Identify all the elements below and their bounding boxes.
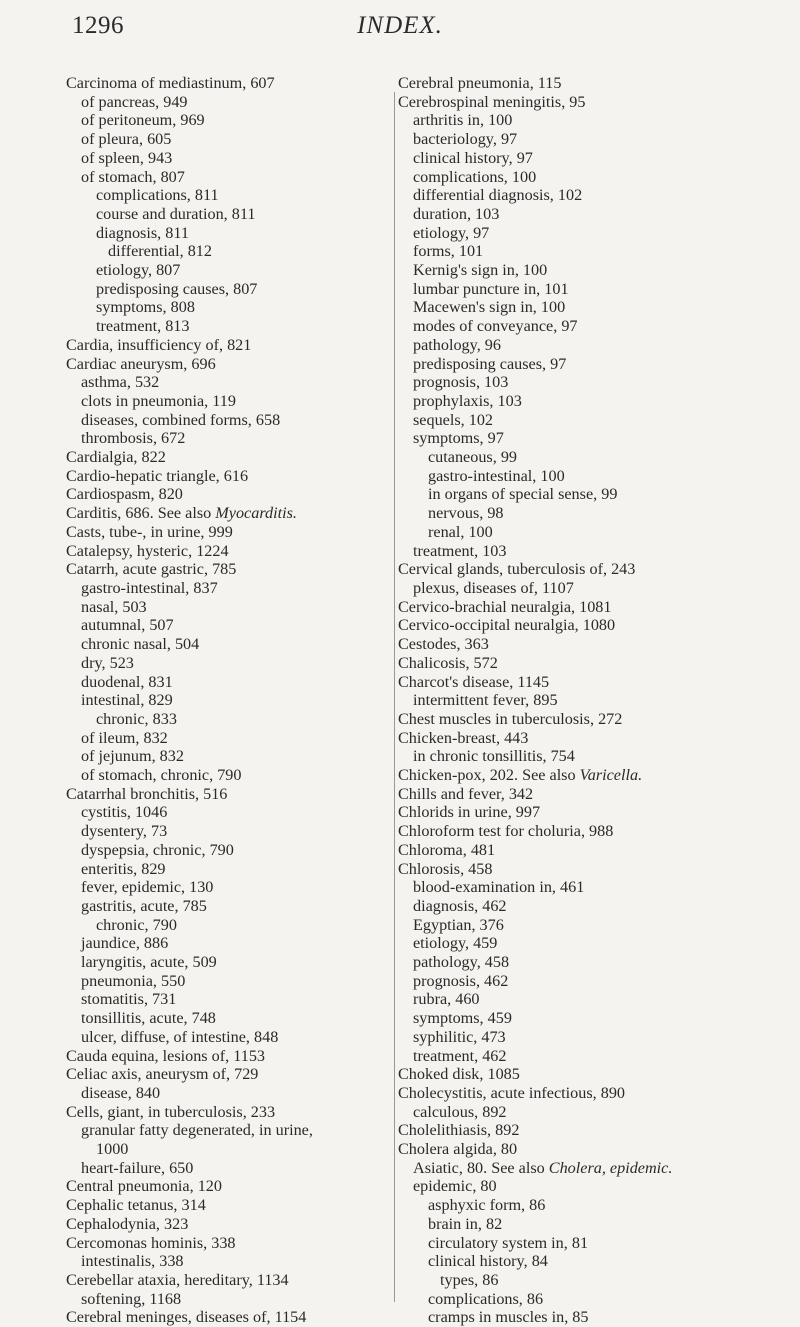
- index-entry-text: Asiatic, 80. See also: [413, 1158, 549, 1177]
- index-entry: [398, 1196, 778, 1215]
- index-entry-text: gastro-intestinal, 837: [81, 578, 218, 597]
- index-entry: [66, 485, 386, 504]
- index-entry: [398, 186, 778, 205]
- index-entry-text: cutaneous, 99: [428, 448, 518, 467]
- index-entry: [66, 504, 386, 523]
- index-entry-text: Cerebral pneumonia, 115: [398, 74, 562, 92]
- index-entry: [398, 523, 778, 542]
- index-entry-text: duration, 103: [413, 204, 500, 223]
- index-entry-text: circulatory system in, 81: [428, 1233, 589, 1252]
- index-entry: [398, 1121, 778, 1140]
- index-entry: [398, 934, 778, 953]
- index-entry: [66, 317, 386, 336]
- index-entry-text: in chronic tonsillitis, 754: [413, 747, 575, 766]
- index-entry-text: Carditis, 686. See also: [66, 504, 216, 523]
- index-entry-text: pathology, 458: [413, 953, 510, 972]
- index-entry-text: treatment, 103: [413, 541, 507, 560]
- index-entry: [66, 298, 386, 317]
- index-entry: [66, 186, 386, 205]
- index-entry-text: intermittent fever, 895: [413, 691, 558, 710]
- index-entry: [66, 1047, 386, 1066]
- index-entry: [398, 1065, 778, 1084]
- index-entry: [398, 916, 778, 935]
- index-entry: [398, 467, 778, 486]
- index-entry: [66, 261, 386, 280]
- index-entry: [66, 467, 386, 486]
- index-entry: [398, 111, 778, 130]
- index-entry-text: Cerebrospinal meningitis, 95: [398, 92, 586, 111]
- index-entry: [398, 953, 778, 972]
- index-entry-text: Cephalic tetanus, 314: [66, 1196, 206, 1215]
- index-entry: [66, 1215, 386, 1234]
- index-entry: [66, 411, 386, 430]
- index-entry: [66, 111, 386, 130]
- index-entry-text: Charcot's disease, 1145: [398, 672, 550, 691]
- index-entry-text: differential, 812: [108, 242, 212, 261]
- index-entry: [66, 1140, 386, 1159]
- index-entry: [398, 1177, 778, 1196]
- index-entry: [66, 616, 386, 635]
- index-cross-reference: Cholera, epidemic.: [548, 1158, 673, 1177]
- index-entry: [66, 1121, 386, 1140]
- index-entry: [398, 560, 778, 579]
- index-entry-text: Chlorosis, 458: [398, 859, 493, 878]
- index-entry-text: Central pneumonia, 120: [66, 1177, 222, 1196]
- index-entry-text: of ileum, 832: [81, 728, 168, 747]
- index-entry-text: symptoms, 459: [413, 1009, 512, 1028]
- index-entry-text: stomatitis, 731: [81, 990, 177, 1009]
- index-entry-text: prognosis, 462: [413, 971, 509, 990]
- index-entry: [66, 1103, 386, 1122]
- index-entry: [66, 822, 386, 841]
- index-entry: [66, 1009, 386, 1028]
- index-entry-text: enteritis, 829: [81, 859, 166, 878]
- index-entry: [398, 205, 778, 224]
- index-entry-text: intestinalis, 338: [81, 1252, 184, 1271]
- index-entry-text: disease, 840: [81, 1083, 161, 1102]
- index-entry-text: ulcer, diffuse, of intestine, 848: [81, 1027, 279, 1046]
- index-entry-text: Cardialgia, 822: [66, 448, 166, 467]
- index-entry: [398, 1047, 778, 1066]
- index-entry: [398, 429, 778, 448]
- index-entry-text: epidemic, 80: [413, 1177, 497, 1196]
- index-entry: [398, 691, 778, 710]
- index-entry-text: etiology, 97: [413, 223, 490, 242]
- index-entry-text: symptoms, 808: [96, 298, 195, 317]
- index-entry: [398, 635, 778, 654]
- index-entry: [66, 224, 386, 243]
- index-entry: [398, 280, 778, 299]
- index-entry-text: Egyptian, 376: [413, 915, 504, 934]
- index-entry-text: pathology, 96: [413, 335, 501, 354]
- index-entry: [398, 336, 778, 355]
- index-entry: [66, 1065, 386, 1084]
- index-entry-text: clinical history, 84: [428, 1252, 548, 1271]
- index-entry-text: dyspepsia, chronic, 790: [81, 840, 234, 859]
- index-entry: [398, 990, 778, 1009]
- index-entry: [66, 448, 386, 467]
- index-entry: [66, 355, 386, 374]
- index-entry: [398, 168, 778, 187]
- index-entry: [66, 766, 386, 785]
- index-entry: [398, 242, 778, 261]
- index-entry-text: clots in pneumonia, 119: [81, 391, 236, 410]
- index-entry-text: Cholelithiasis, 892: [398, 1121, 520, 1140]
- index-entry: [398, 373, 778, 392]
- index-entry-text: Choked disk, 1085: [398, 1065, 520, 1084]
- index-entry: [398, 1009, 778, 1028]
- index-entry: [66, 990, 386, 1009]
- index-entry-text: Cerebellar ataxia, hereditary, 1134: [66, 1271, 289, 1289]
- index-entry-text: 1000: [96, 1140, 129, 1159]
- index-entry-text: blood-examination in, 461: [413, 878, 585, 897]
- index-entry-text: jaundice, 886: [81, 934, 169, 953]
- index-entry: [66, 1252, 386, 1271]
- index-entry: [66, 130, 386, 149]
- index-entry-text: symptoms, 97: [413, 429, 504, 448]
- index-entry: [398, 392, 778, 411]
- index-entry: [398, 74, 778, 93]
- index-entry: [398, 729, 778, 748]
- index-cross-reference: Varicella.: [579, 766, 643, 785]
- index-entry: [398, 747, 778, 766]
- index-entry: [66, 429, 386, 448]
- index-entry: [66, 93, 386, 112]
- index-entry: [398, 841, 778, 860]
- index-entry-text: pneumonia, 550: [81, 971, 186, 990]
- index-entry: [66, 934, 386, 953]
- index-entry-text: renal, 100: [428, 522, 493, 541]
- index-entry-text: calculous, 892: [413, 1102, 507, 1121]
- index-entry: [398, 878, 778, 897]
- index-entry-text: Chicken-breast, 443: [398, 728, 529, 747]
- index-entry: [398, 1252, 778, 1271]
- index-entry-text: of pancreas, 949: [81, 92, 188, 111]
- index-entry-text: predisposing causes, 97: [413, 354, 567, 373]
- index-entry-text: modes of conveyance, 97: [413, 317, 578, 336]
- index-entry-text: clinical history, 97: [413, 148, 533, 167]
- index-entry: [398, 766, 778, 785]
- index-entry: [398, 710, 778, 729]
- index-column-left: [66, 74, 386, 1327]
- index-entry: [66, 691, 386, 710]
- index-entry: [66, 916, 386, 935]
- index-entry-text: diagnosis, 811: [96, 223, 189, 242]
- index-entry-text: chronic, 790: [96, 915, 177, 934]
- index-entry: [398, 1103, 778, 1122]
- index-entry-text: Chills and fever, 342: [398, 784, 534, 803]
- index-entry: [398, 1140, 778, 1159]
- index-entry-text: of jejunum, 832: [81, 747, 184, 766]
- index-entry-text: of stomach, 807: [81, 167, 185, 186]
- index-entry-text: etiology, 807: [96, 261, 181, 280]
- index-column-right: [398, 74, 778, 1327]
- index-entry-text: prognosis, 103: [413, 373, 509, 392]
- index-entry-text: Celiac axis, aneurysm of, 729: [66, 1065, 259, 1084]
- index-entry-text: laryngitis, acute, 509: [81, 953, 217, 972]
- index-entry-text: dry, 523: [81, 653, 134, 672]
- index-entry-text: chronic, 833: [96, 709, 177, 728]
- index-cross-reference: Myocarditis.: [215, 504, 297, 523]
- index-entry-text: in organs of special sense, 99: [428, 485, 618, 504]
- index-entry: [398, 579, 778, 598]
- index-entry: [66, 242, 386, 261]
- index-entry: [66, 897, 386, 916]
- index-entry-text: Cauda equina, lesions of, 1153: [66, 1046, 266, 1065]
- index-entry: [66, 972, 386, 991]
- index-entry: [66, 1084, 386, 1103]
- index-entry-text: nasal, 503: [81, 597, 147, 616]
- index-entry-text: diagnosis, 462: [413, 896, 507, 915]
- index-entry: [398, 1028, 778, 1047]
- index-entry-text: treatment, 813: [96, 317, 190, 336]
- index-entry: [66, 654, 386, 673]
- index-entry-text: Chest muscles in tuberculosis, 272: [398, 709, 623, 728]
- index-entry: [398, 1159, 778, 1178]
- index-entry: [66, 560, 386, 579]
- index-entry-text: granular fatty degenerated, in urine,: [81, 1121, 313, 1140]
- index-entry-text: asthma, 532: [81, 373, 160, 392]
- index-entry: [66, 635, 386, 654]
- index-entry-text: of peritoneum, 969: [81, 111, 205, 130]
- index-entry-text: Cestodes, 363: [398, 635, 489, 654]
- index-entry: [66, 392, 386, 411]
- index-entry-text: diseases, combined forms, 658: [81, 410, 281, 429]
- index-entry-text: Catarrhal bronchitis, 516: [66, 784, 228, 803]
- index-entry: [66, 729, 386, 748]
- index-entry: [398, 411, 778, 430]
- index-entry-text: Cervical glands, tuberculosis of, 243: [398, 560, 636, 579]
- index-entry: [398, 542, 778, 561]
- index-entry-text: lumbar puncture in, 101: [413, 279, 569, 298]
- index-entry-text: heart-failure, 650: [81, 1158, 194, 1177]
- index-entry: [66, 785, 386, 804]
- index-entry: [398, 298, 778, 317]
- index-entry: [398, 785, 778, 804]
- index-entry: [398, 822, 778, 841]
- index-entry-text: duodenal, 831: [81, 672, 173, 691]
- index-entry-text: Kernig's sign in, 100: [413, 261, 548, 280]
- index-entry-text: Chalicosis, 572: [398, 653, 498, 672]
- index-entry: [66, 523, 386, 542]
- index-entry-text: Chloroform test for choluria, 988: [398, 822, 614, 841]
- index-entry: [398, 149, 778, 168]
- index-entry: [398, 355, 778, 374]
- index-entry-text: Cerebral meninges, diseases of, 1154: [66, 1308, 307, 1327]
- index-entry: [66, 373, 386, 392]
- page-number: 1296: [72, 12, 124, 39]
- index-entry-text: of stomach, chronic, 790: [81, 766, 242, 785]
- index-entry: [66, 803, 386, 822]
- index-entry-text: complications, 100: [413, 167, 537, 186]
- index-entry-text: tonsillitis, acute, 748: [81, 1009, 216, 1028]
- index-entry: [398, 317, 778, 336]
- index-entry-text: Chicken-pox, 202. See also: [398, 766, 580, 785]
- index-entry: [398, 448, 778, 467]
- index-entry-text: Cephalodynia, 323: [66, 1214, 189, 1233]
- index-entry: [398, 654, 778, 673]
- index-entry-text: Macewen's sign in, 100: [413, 298, 566, 317]
- index-entry-text: cystitis, 1046: [81, 803, 168, 822]
- index-entry-text: Cervico-occipital neuralgia, 1080: [398, 616, 616, 635]
- index-entry: [398, 673, 778, 692]
- page-header: [0, 12, 800, 52]
- index-entry: [66, 598, 386, 617]
- index-entry: [398, 261, 778, 280]
- index-entry: [398, 860, 778, 879]
- index-entry: [398, 1084, 778, 1103]
- index-entry-text: Catarrh, acute gastric, 785: [66, 560, 237, 579]
- index-entry-text: cramps in muscles in, 85: [428, 1308, 589, 1327]
- index-entry: [66, 1159, 386, 1178]
- index-entry: [398, 485, 778, 504]
- index-entry: [398, 93, 778, 112]
- index-entry: [66, 205, 386, 224]
- index-entry-text: softening, 1168: [81, 1289, 182, 1308]
- index-entry-text: complications, 811: [96, 186, 219, 205]
- index-entry-text: intestinal, 829: [81, 691, 173, 710]
- index-entry-text: Catalepsy, hysteric, 1224: [66, 541, 229, 560]
- index-entry-text: Cardiospasm, 820: [66, 485, 183, 504]
- running-title: INDEX.: [357, 12, 443, 39]
- index-entry: [66, 1271, 386, 1290]
- index-entry-text: differential diagnosis, 102: [413, 186, 583, 205]
- index-entry-text: arthritis in, 100: [413, 111, 513, 130]
- index-entry-text: types, 86: [440, 1271, 499, 1289]
- index-entry-text: Cholera algida, 80: [398, 1140, 518, 1159]
- index-entry-text: predisposing causes, 807: [96, 279, 258, 298]
- index-entry-text: forms, 101: [413, 242, 484, 261]
- index-entry-text: of spleen, 943: [81, 148, 173, 167]
- index-entry-text: etiology, 459: [413, 934, 498, 953]
- index-entry-text: chronic nasal, 504: [81, 635, 200, 654]
- index-entry: [398, 598, 778, 617]
- index-entry: [66, 1290, 386, 1309]
- index-entry: [66, 1196, 386, 1215]
- index-entry-text: Cholecystitis, acute infectious, 890: [398, 1083, 626, 1102]
- index-entry-text: Casts, tube-, in urine, 999: [66, 522, 233, 541]
- index-entry: [66, 336, 386, 355]
- index-entry: [398, 1215, 778, 1234]
- index-entry: [66, 168, 386, 187]
- index-entry: [66, 1028, 386, 1047]
- index-entry-text: dysentery, 73: [81, 822, 168, 841]
- index-entry: [398, 1290, 778, 1309]
- index-entry-text: asphyxic form, 86: [428, 1196, 546, 1215]
- index-entry: [66, 1234, 386, 1253]
- index-entry-text: Cells, giant, in tuberculosis, 233: [66, 1102, 276, 1121]
- index-entry-text: gastro-intestinal, 100: [428, 466, 565, 485]
- index-entry-text: syphilitic, 473: [413, 1027, 506, 1046]
- index-entry: [66, 710, 386, 729]
- index-entry: [398, 224, 778, 243]
- index-entry-text: rubra, 460: [413, 990, 480, 1009]
- index-entry-text: Cardia, insufficiency of, 821: [66, 335, 252, 354]
- index-entry: [398, 616, 778, 635]
- index-entry: [398, 972, 778, 991]
- index-entry-text: prophylaxis, 103: [413, 391, 522, 410]
- index-entry-text: autumnal, 507: [81, 616, 174, 635]
- index-entry-text: Carcinoma of mediastinum, 607: [66, 74, 275, 92]
- index-entry-text: bacteriology, 97: [413, 130, 518, 149]
- index-entry-text: fever, epidemic, 130: [81, 878, 214, 897]
- index-entry-text: of pleura, 605: [81, 130, 172, 149]
- index-entry: [398, 897, 778, 916]
- index-entry-text: Cardio-hepatic triangle, 616: [66, 466, 249, 485]
- index-entry-text: Cardiac aneurysm, 696: [66, 354, 216, 373]
- index-entry-text: brain in, 82: [428, 1214, 503, 1233]
- index-entry-text: gastritis, acute, 785: [81, 896, 207, 915]
- index-entry: [66, 579, 386, 598]
- index-entry: [66, 542, 386, 561]
- index-entry: [398, 803, 778, 822]
- index-entry-text: course and duration, 811: [96, 204, 256, 223]
- index-entry: [66, 1177, 386, 1196]
- index-entry: [398, 504, 778, 523]
- index-entry: [66, 149, 386, 168]
- index-entry-text: Cervico-brachial neuralgia, 1081: [398, 597, 612, 616]
- index-entry-text: Cercomonas hominis, 338: [66, 1233, 236, 1252]
- index-entry: [398, 1271, 778, 1290]
- column-divider: [394, 92, 395, 1302]
- index-entry-text: nervous, 98: [428, 504, 504, 523]
- index-entry: [66, 953, 386, 972]
- index-entry: [66, 860, 386, 879]
- index-entry: [66, 747, 386, 766]
- index-entry-text: treatment, 462: [413, 1046, 507, 1065]
- index-entry: [398, 130, 778, 149]
- index-entry: [66, 878, 386, 897]
- index-entry: [66, 673, 386, 692]
- index-entry: [66, 841, 386, 860]
- index-entry-text: sequels, 102: [413, 410, 494, 429]
- index-entry: [398, 1234, 778, 1253]
- index-entry-text: complications, 86: [428, 1289, 544, 1308]
- index-entry-text: Chlorids in urine, 997: [398, 803, 541, 822]
- index-entry: [66, 74, 386, 93]
- index-entry-text: thrombosis, 672: [81, 429, 186, 448]
- index-entry-text: Chloroma, 481: [398, 840, 496, 859]
- index-entry: [66, 280, 386, 299]
- index-entry-text: plexus, diseases of, 1107: [413, 578, 574, 597]
